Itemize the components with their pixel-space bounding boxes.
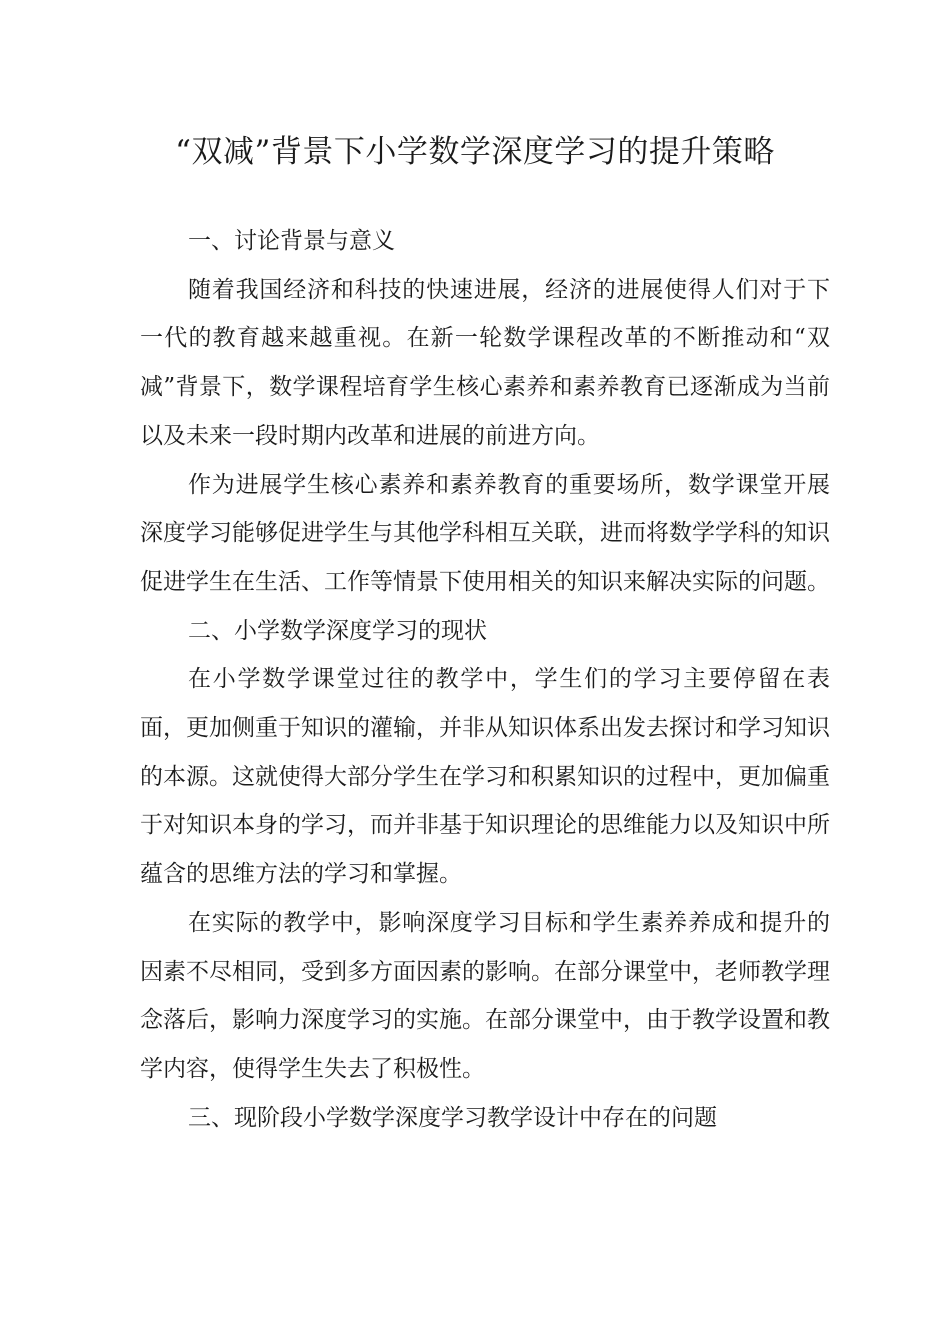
section-heading-1: 一、讨论背景与意义 bbox=[188, 228, 395, 254]
section-heading-2: 二、小学数学深度学习的现状 bbox=[188, 617, 487, 644]
document-body bbox=[140, 217, 830, 1142]
paragraph-3: 在小学数学课堂过往的教学中，学生们的学习主要停留在表面，更加侧重于知识的灌输，并非从知识体系出发去探讨和学习知识的本源。这就使得大部分学生在学习和积累知识的过程中，更加偏重于对知识本身的学习，而并非基于知识理论的思维能力以及知识中所蕴含的思维方法的学习和掌握。 bbox=[140, 666, 830, 888]
paragraph-1: 随着我国经济和科技的快速进展，经济的进展使得人们对于下一代的教育越来越重视。在新一轮数学课程改革的不断推动和“双减”背景下，数学课程培育学生核心素养和素养教育已逐渐成为当前以及未来一段时期内改革和进展的前进方向。 bbox=[140, 276, 830, 449]
document-title: “双减”背景下小学数学深度学习的提升策略 bbox=[175, 134, 775, 170]
paragraph-4: 在实际的教学中，影响深度学习目标和学生素养养成和提升的因素不尽相同，受到多方面因素的影响。在部分课堂中，老师教学理念落后，影响力深度学习的实施。在部分课堂中，由于教学设置和教学内容，使得学生失去了积极性。 bbox=[140, 909, 830, 1082]
section-heading-3: 三、现阶段小学数学深度学习教学设计中存在的问题 bbox=[188, 1104, 717, 1131]
paragraph-2: 作为进展学生核心素养和素养教育的重要场所，数学课堂开展深度学习能够促进学生与其他学科相互关联，进而将数学学科的知识促进学生在生活、工作等情景下使用相关的知识来解决实际的问题。 bbox=[140, 471, 830, 595]
